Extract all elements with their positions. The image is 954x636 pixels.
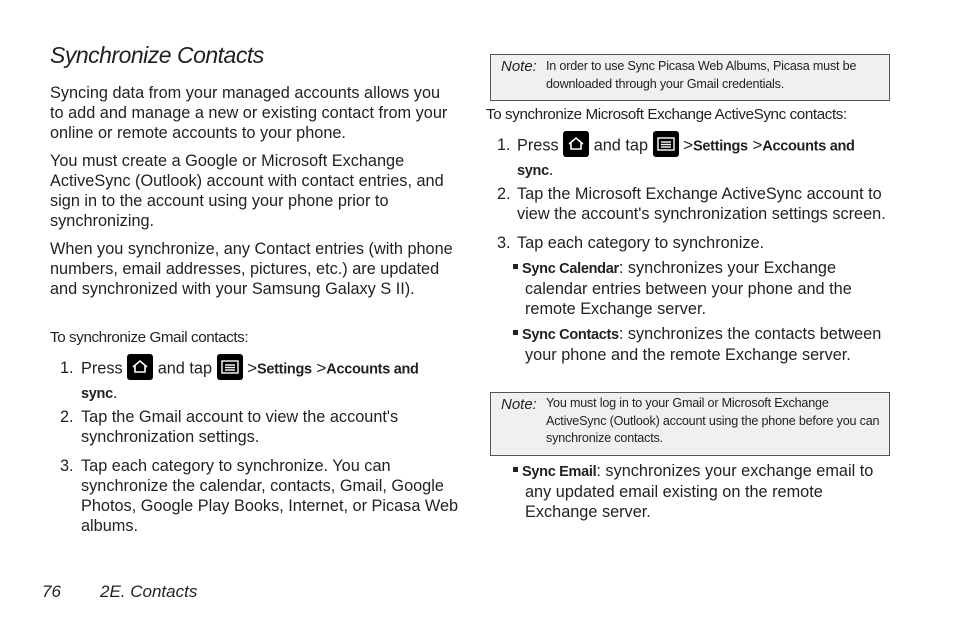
settings-label: Settings [257,361,312,378]
section-name: 2E. Contacts [100,582,198,601]
step-number: 1. [60,359,74,377]
bullet-sync-calendar: Sync Calendar: synchronizes your Exchange calendar entries between your phone and the remote Exchange server. [525,258,885,319]
gmail-step-3: Tap each category to synchronize. You can synchronize the calendar, contacts, Gmail, Google Photos, Google Play Books, Internet, or Picasa Web albums. [81,457,459,535]
bullet-sync-email: Sync Email: synchronizes your exchange email to any updated email existing on the remote Exchange server. [525,461,893,522]
step-number: 3. [497,234,511,252]
requirement-paragraph: You must create a Google or Microsoft Exchange ActiveSync (Outlook) account with contact entries, and sign in to the account using your phone prior to synchronizing. [50,152,444,230]
step-number: 2. [60,408,74,426]
exchange-step-1: Press and tap >Settings >Accounts and sync. [517,133,897,182]
home-icon [563,131,589,157]
sync-info-paragraph: When you synchronize, any Contact entries (with phone numbers, email addresses, pictures, etc.) are updated and synchronized with your Samsung Galaxy S II). [50,240,453,298]
page-title: Synchronize Contacts [50,42,264,68]
note-label: Note: [501,58,537,75]
menu-icon [217,354,243,380]
exchange-step-3: Tap each category to synchronize. [517,234,765,252]
bullet-square [513,330,518,335]
note-box [490,392,890,456]
accounts-label: Accounts and [326,361,419,378]
accounts-label: Accounts and [762,138,855,155]
step-number: 2. [497,185,511,203]
home-icon [127,354,153,380]
step-number: 1. [497,136,511,154]
exchange-step-2: Tap the Microsoft Exchange ActiveSync account to view the account's synchronization settings screen. [517,185,886,223]
menu-icon [653,131,679,157]
bullet-square [513,264,518,269]
note-text: In order to use Sync Picasa Web Albums, Picasa must be downloaded through your Gmail credentials. [546,59,857,91]
gmail-step-2: Tap the Gmail account to view the account's synchronization settings. [81,408,399,446]
step-number: 3. [60,457,74,475]
intro-paragraph: Syncing data from your managed accounts allows you to add and manage a new or existing contact from your online or remote accounts to your phone. [50,84,448,142]
note-text: You must log in to your Gmail or Microsoft Exchange ActiveSync (Outlook) account using the phone before you can synchronize contacts. [546,396,880,445]
bullet-sync-contacts: Sync Contacts: synchronizes the contacts between your phone and the remote Exchange server. [525,324,885,365]
settings-label: Settings [693,138,748,155]
note-label: Note: [501,396,537,413]
note-box [490,54,890,101]
gmail-step-1: Press and tap >Settings >Accounts and sync. [81,356,461,405]
bullet-square [513,467,518,472]
page-number: 76 [42,582,61,601]
gmail-subhead: To synchronize Gmail contacts: [50,329,249,346]
exchange-subhead: To synchronize Microsoft Exchange ActiveSync contacts: [486,106,847,123]
